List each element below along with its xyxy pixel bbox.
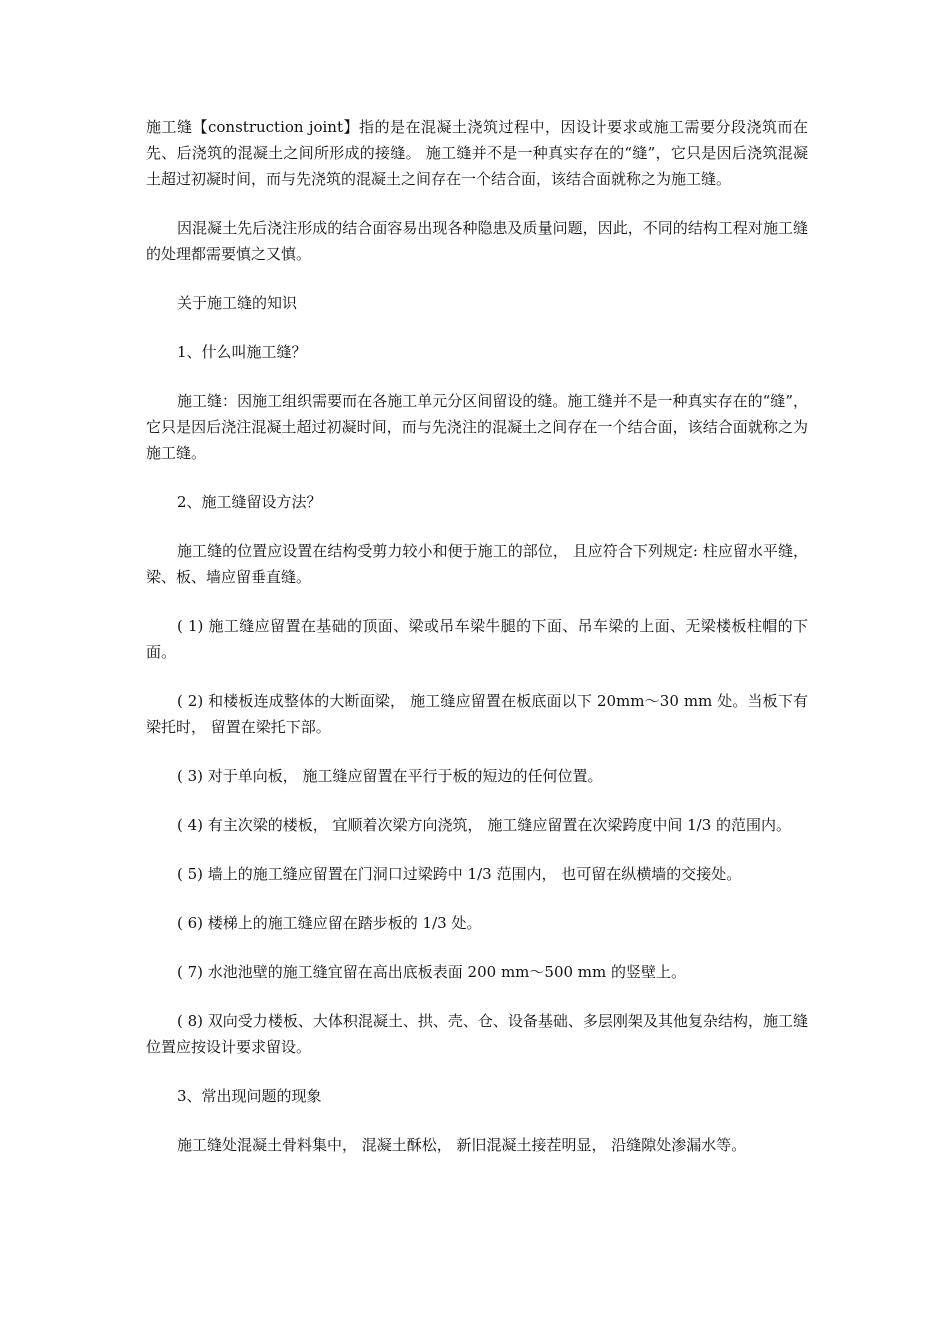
document-body <box>146 114 808 1181</box>
list-item-2: ( 2) 和楼板连成整体的大断面梁， 施工缝应留置在板底面以下 20mm～30 mm 处。当板下有梁托时， 留置在梁托下部。 <box>146 692 808 736</box>
section-heading-3: 3、常出现问题的现象 <box>177 1087 322 1105</box>
paragraph-quality: 因混凝土先后浇注形成的结合面容易出现各种隐患及质量问题，因此，不同的结构工程对施工缝的处理都需要慎之又慎。 <box>146 219 808 263</box>
paragraph-intro: 施工缝【construction joint】指的是在混凝土浇筑过程中，因设计要求或施工需要分段浇筑而在先、后浇筑的混凝土之间所形成的接缝。 施工缝并不是一种真实存在的“缝”，它只是因后浇筑混凝土超过初凝时间，而与先浇筑的混凝土之间存在一个结合面，该结合面就称之为施工缝。 <box>146 118 808 188</box>
section-heading-2: 2、施工缝留设方法？ <box>177 493 322 511</box>
list-item-3: ( 3) 对于单向板， 施工缝应留置在平行于板的短边的任何位置。 <box>177 767 603 785</box>
list-item-6: ( 6) 楼梯上的施工缝应留在踏步板的 1/3 处。 <box>177 914 482 932</box>
list-item-8: ( 8) 双向受力楼板、大体积混凝土、拱、壳、仓、设备基础、多层刚架及其他复杂结构，施工缝位置应按设计要求留设。 <box>146 1012 808 1056</box>
paragraph-problems: 施工缝处混凝土骨料集中， 混凝土酥松， 新旧混凝土接茬明显， 沿缝隙处渗漏水等。 <box>177 1136 747 1154</box>
section-heading-knowledge: 关于施工缝的知识 <box>177 294 298 312</box>
paragraph-definition: 施工缝：因施工组织需要而在各施工单元分区间留设的缝。施工缝并不是一种真实存在的“缝”，它只是因后浇注混凝土超过初凝时间，而与先浇注的混凝土之间存在一个结合面，该结合面就称之为施工缝。 <box>146 392 808 462</box>
list-item-7: ( 7) 水池池壁的施工缝宜留在高出底板表面 200 mm～500 mm 的竖壁上。 <box>177 963 687 981</box>
list-item-5: ( 5) 墙上的施工缝应留置在门洞口过梁跨中 1/3 范围内， 也可留在纵横墙的交接处。 <box>177 865 742 883</box>
paragraph-placement: 施工缝的位置应设置在结构受剪力较小和便于施工的部位， 且应符合下列规定: 柱应留水平缝， 梁、板、墙应留垂直缝。 <box>146 542 808 586</box>
section-heading-1: 1、什么叫施工缝？ <box>177 343 307 361</box>
list-item-1: ( 1) 施工缝应留置在基础的顶面、梁或吊车梁牛腿的下面、吊车梁的上面、无梁楼板柱帽的下面。 <box>146 617 808 661</box>
list-item-4: ( 4) 有主次梁的楼板， 宜顺着次梁方向浇筑， 施工缝应留置在次梁跨度中间 1/3 的范围内。 <box>177 816 792 834</box>
